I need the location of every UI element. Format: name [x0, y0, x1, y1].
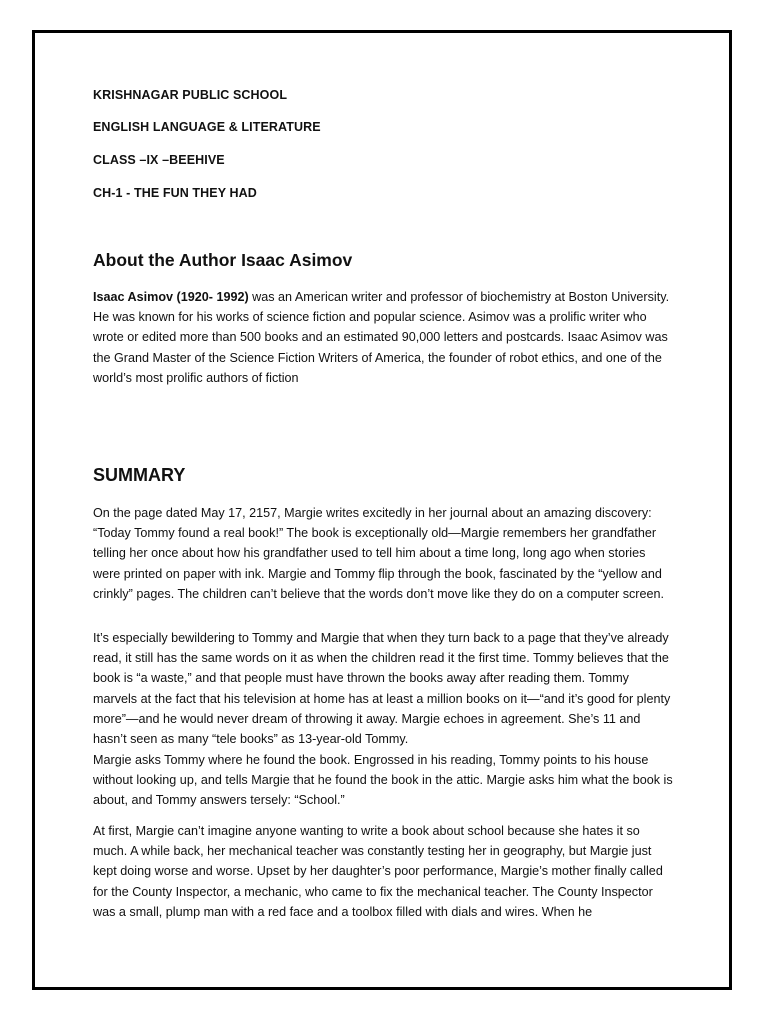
summary-paragraph-3: Margie asks Tommy where he found the book. Engrossed in his reading, Tommy points to his house without looking up, and tells Margie that he found the book in the attic. Margie asks him what the book is about, and Tommy answers tersely: “School.” [93, 753, 673, 808]
summary-paragraph-2: It’s especially bewildering to Tommy and Margie that when they turn back to a page that they’ve already read, it still has the same words on it as when the children read it the first time. Tommy believes that the book is “a waste,” and that people must have thrown the books away after reading them. Tommy marvels at the fact that his television at home has at least a million books on it—“and it’s good for plenty more”—and he would never dream of throwing it away. Margie echoes in agreement. She’s 11 and hasn’t seen as many “tele books” as 13-year-old Tommy. [93, 631, 671, 747]
chapter-title: CH-1 - THE FUN THEY HAD [93, 186, 257, 200]
author-paragraph [93, 287, 675, 388]
summary-heading: SUMMARY [93, 465, 186, 485]
summary-paragraph-4: At first, Margie can’t imagine anyone wanting to write a book about school because she hates it so much. A while back, her mechanical teacher was constantly testing her in geography, but Margie just kept doing worse and worse. Upset by her daughter’s poor performance, Margie’s mother finally called for the County Inspector, a mechanic, who came to fix the mechanical teacher. The County Inspector was a small, plump man with a red face and a toolbox filled with dials and wires. When he [93, 824, 663, 919]
author-heading: About the Author Isaac Asimov [93, 250, 353, 270]
class-title: CLASS –IX –BEEHIVE [93, 153, 225, 167]
author-name: Isaac Asimov (1920- 1992) [93, 290, 249, 304]
summary-paragraph-1: On the page dated May 17, 2157, Margie writes excitedly in her journal about an amazing discovery: “Today Tommy found a real book!” The book is exceptionally old—Margie remembers her grandfather telling her once about how his grandfather used to tell him about a time long, long ago when stories were printed on paper with ink. Margie and Tommy flip through the book, fascinated by the “yellow and crinkly” pages. The children can’t believe that the words don’t move like they do on a computer screen. [93, 506, 664, 601]
subject-title: ENGLISH LANGUAGE & LITERATURE [93, 120, 321, 134]
school-name: KRISHNAGAR PUBLIC SCHOOL [93, 88, 288, 102]
author-bio: was an American writer and professor of biochemistry at Boston University. He was known for his works of science fiction and popular science. Asimov was a prolific writer who wrote or edited more than 500 books and an estimated 90,000 letters and postcards. Isaac Asimov was the Grand Master of the Science Fiction Writers of America, the founder of robot ethics, and one of the world’s most prolific authors of fiction [93, 290, 670, 385]
